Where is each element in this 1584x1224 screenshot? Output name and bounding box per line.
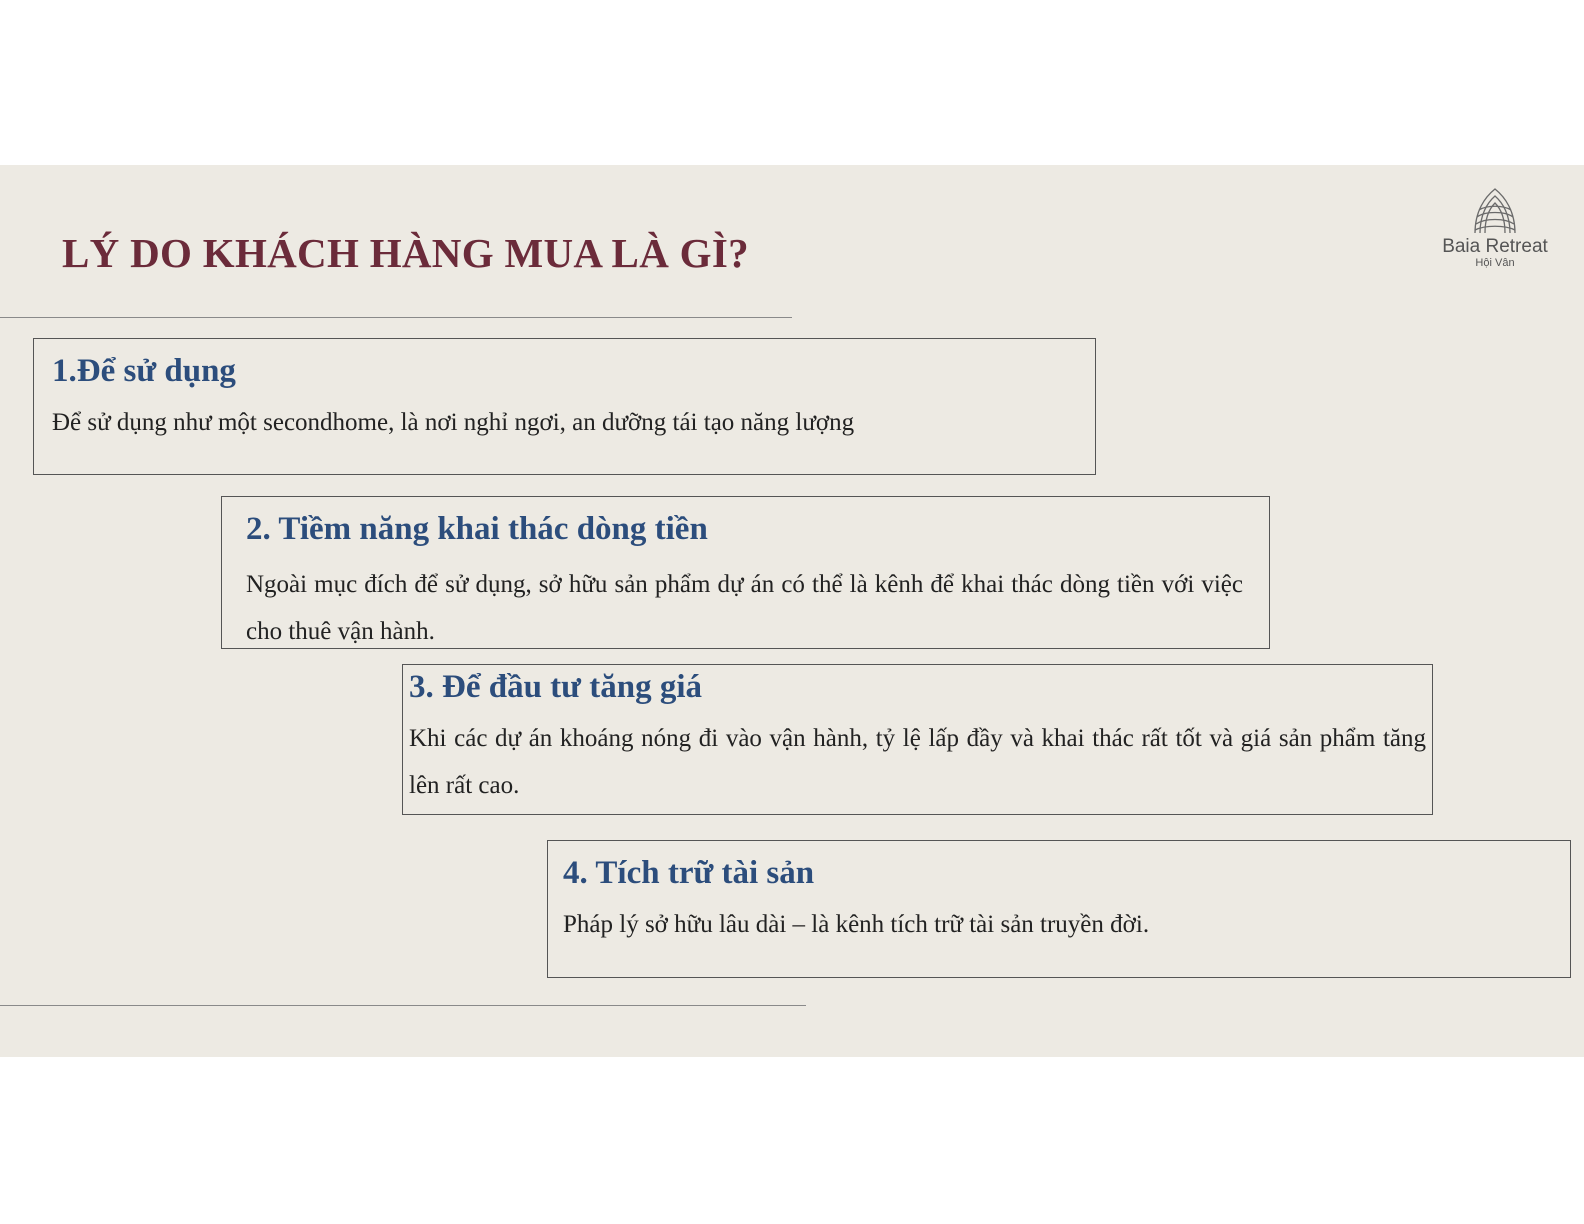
reason-card-cashflow xyxy=(221,496,1270,649)
slide xyxy=(0,165,1584,1057)
reason-card-investment xyxy=(402,664,1433,815)
reason-card-asset xyxy=(547,840,1571,978)
reason-heading: 1.Để sử dụng xyxy=(52,353,236,389)
logo-subtitle: Hội Vân xyxy=(1475,257,1515,269)
logo-name: Baia Retreat xyxy=(1442,236,1548,257)
shell-dome-icon xyxy=(1473,187,1517,235)
divider-top xyxy=(0,317,792,318)
reason-heading: 3. Để đầu tư tăng giá xyxy=(409,669,702,705)
page-title: LÝ DO KHÁCH HÀNG MUA LÀ GÌ? xyxy=(62,230,749,276)
reason-text: Ngoài mục đích để sử dụng, sở hữu sản phẩm dự án có thể là kênh để khai thác dòng tiền với việc cho thuê vận hành. xyxy=(246,571,1243,645)
reason-card-use xyxy=(33,338,1096,475)
reason-text: Để sử dụng như một secondhome, là nơi nghỉ ngơi, an dưỡng tái tạo năng lượng xyxy=(52,409,855,436)
reason-heading: 2. Tiềm năng khai thác dòng tiền xyxy=(246,511,708,547)
divider-bottom xyxy=(0,1005,806,1006)
reason-heading: 4. Tích trữ tài sản xyxy=(563,855,815,891)
brand-logo xyxy=(1420,187,1570,269)
reason-text: Pháp lý sở hữu lâu dài – là kênh tích trữ tài sản truyền đời. xyxy=(563,911,1150,938)
reason-text: Khi các dự án khoáng nóng đi vào vận hành, tỷ lệ lấp đầy và khai thác rất tốt và giá sản phẩm tăng lên rất cao. xyxy=(409,725,1426,799)
